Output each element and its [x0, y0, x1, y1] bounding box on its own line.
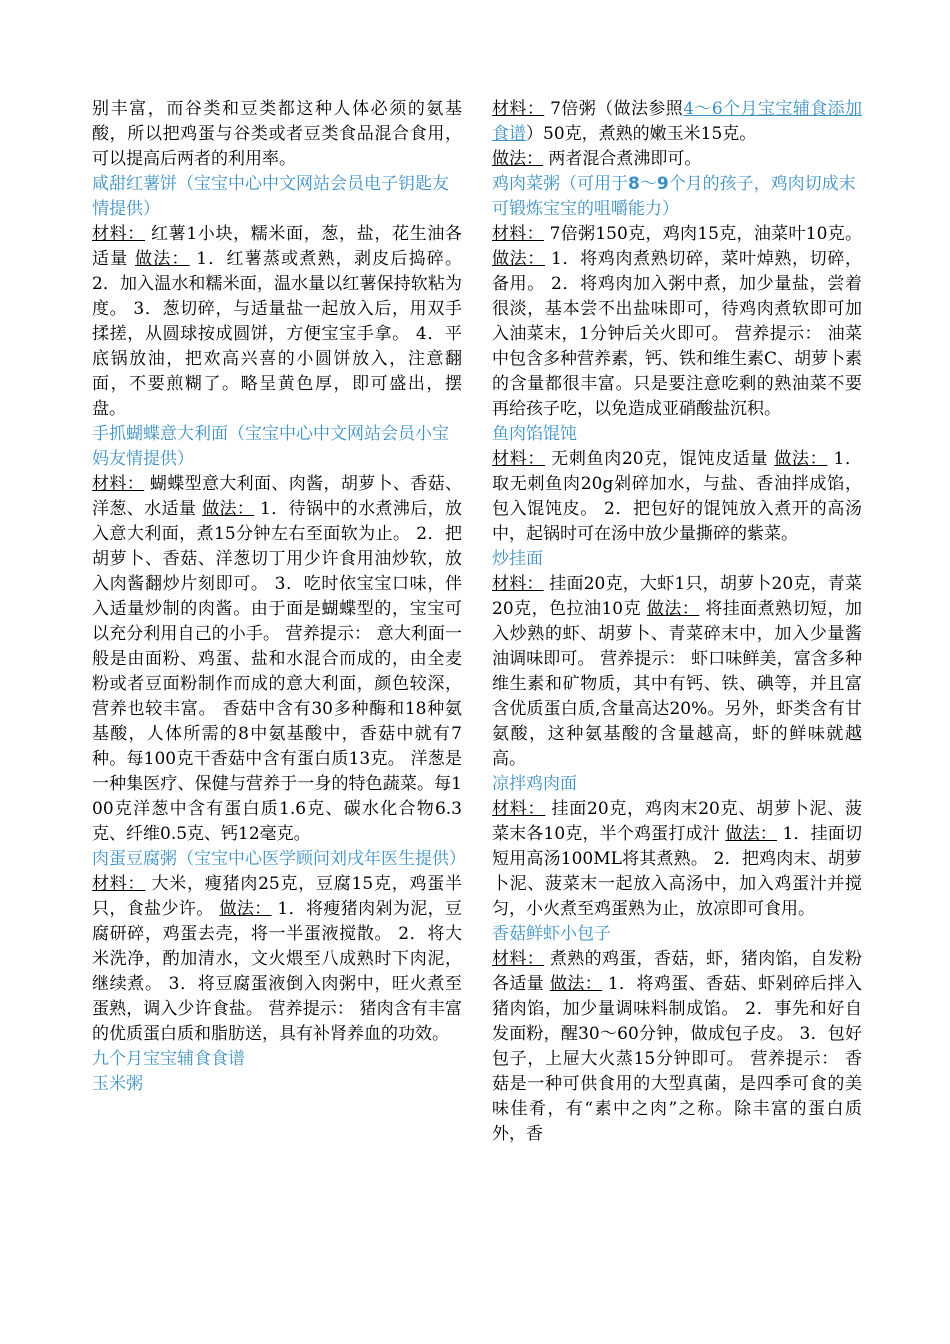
materials-label: 材料： [492, 449, 546, 469]
recipe-body-meat-egg-tofu-porridge [92, 872, 462, 1047]
recipe-body-sweet-potato-cake [92, 222, 462, 422]
materials-text-post: ）50克，煮熟的嫩玉米15克。 [526, 124, 757, 144]
materials-text: 挂面20克，鸡肉末20克、胡萝卜泥、菠菜末各10克，半个鸡蛋打成汁 [492, 799, 863, 844]
materials-text: 无刺鱼肉20克，馄饨皮适量 [545, 449, 775, 469]
recipe-title-meat-egg-tofu-porridge: 肉蛋豆腐粥（宝宝中心医学顾问刘戌年医生提供） [92, 849, 466, 869]
method-text: 两者混合煮沸即可。 [543, 149, 702, 169]
method-label: 做法： [202, 499, 255, 519]
method-label: 做法： [774, 449, 828, 469]
materials-text: 7倍粥150克，鸡肉15克，油菜叶10克。 [543, 224, 863, 244]
recipe-body-cold-chicken-noodles [492, 797, 862, 922]
materials-label: 材料： [492, 224, 544, 244]
recipe-title-cold-chicken-noodles: 凉拌鸡肉面 [492, 774, 577, 794]
recipe-body-mushroom-shrimp-buns [492, 947, 862, 1147]
materials-label: 材料： [492, 949, 545, 969]
materials-label: 材料： [492, 574, 544, 594]
method-text: 1．挂面切短用高汤100ML将其煮熟。 2．把鸡肉末、胡萝卜泥、菠菜末一起放入高汤中，加入鸡蛋汁并搅匀，小火煮至鸡蛋熟为止，放凉即可食用。 [492, 824, 862, 919]
title-text-tilde: ～ [639, 174, 657, 194]
recipe-title-butterfly-pasta: 手抓蝴蝶意大利面（宝宝中心中文网站会员小宝妈友情提供） [92, 424, 449, 469]
title-text-pre: 鸡肉菜粥（可用于 [492, 174, 628, 194]
title-text-post: 个月的孩子，鸡肉切成末可锻炼宝宝的咀嚼能力） [492, 174, 856, 219]
recipe-body-butterfly-pasta [92, 472, 462, 847]
recipe-title-fish-wonton: 鱼肉馅馄饨 [492, 424, 577, 444]
materials-text-pre: 7倍粥（做法参照 [544, 99, 684, 119]
recipe-body-fish-wonton [492, 447, 862, 547]
method-label: 做法： [549, 974, 603, 994]
method-label: 做法： [219, 899, 272, 919]
method-label: 做法： [646, 599, 700, 619]
title-number-8: 8 [628, 174, 640, 194]
recipe-title-mushroom-shrimp-buns: 香菇鲜虾小包子 [492, 924, 611, 944]
materials-text: 红薯1小块，糯米面，葱，盐，花生油各适量 [92, 224, 462, 269]
recipe-title-corn-porridge: 玉米粥 [92, 1074, 143, 1094]
method-label: 做法： [725, 824, 777, 844]
method-text: 1．将鸡肉煮熟切碎，菜叶焯熟，切碎，备用。 2．将鸡肉加入粥中煮，加少量盐，尝着很淡，基本尝不出盐味即可，待鸡肉煮软即可加入油菜末，1分钟后关火即可。 营养提示： 油菜中包含多种营养素，钙、铁和维生素C、胡萝卜素的含量都很丰富。只是要注意吃剩的熟油菜不要再给孩子吃，以免造成亚硝酸盐沉积。 [492, 249, 863, 419]
materials-text: 大米，瘦猪肉25克，豆腐15克，鸡蛋半只，食盐少许。 [92, 874, 463, 919]
recipe-link-4-6-months[interactable]: 4～6个月宝宝辅食添加食谱 [492, 99, 862, 144]
recipe-body-chicken-veg-porridge [492, 222, 862, 422]
materials-text: 蝴蝶型意大利面、肉酱，胡萝卜、香菇、洋葱、水适量 [92, 474, 463, 519]
left-column [92, 97, 466, 1097]
materials-label: 材料： [92, 224, 145, 244]
recipe-title-fried-noodles: 炒挂面 [492, 549, 543, 569]
method-text: 将挂面煮熟切短，加入炒熟的虾、胡萝卜、青菜碎末中，加入少量酱油调味即可。 营养提示： 虾口味鲜美，富含多种维生素和矿物质，其中有钙、铁、碘等，并且富含优质蛋白质,含量高达20%。另外，虾类含有甘氨酸，这种氨基酸的含量越高，虾的鲜味就越高。 [492, 599, 862, 769]
recipe-title-chicken-veg-porridge [492, 172, 862, 222]
recipe-body-fried-noodles [492, 572, 862, 772]
method-label: 做法： [492, 149, 543, 169]
title-number-9: 9 [656, 174, 669, 194]
recipe-title-sweet-potato-cake: 咸甜红薯饼（宝宝中心中文网站会员电子钥匙友情提供） [92, 174, 449, 219]
materials-text: 挂面20克，大虾1只，胡萝卜20克，青菜20克，色拉油10克 [492, 574, 863, 619]
intro-paragraph: 别丰富，而谷类和豆类都这种人体必须的氨基酸，所以把鸡蛋与谷类或者豆类食品混合食用，可以提高后两者的利用率。 [92, 99, 462, 169]
section-title-nine-month: 九个月宝宝辅食食谱 [92, 1049, 245, 1069]
method-text: 1．待锅中的水煮沸后，放入意大利面，煮15分钟左右至面软为止。 2．把胡萝卜、香菇、洋葱切丁用少许食用油炒软，放入肉酱翻炒片刻即可。 3．吃时依宝宝口味，伴入适量炒制的肉酱。由于面是蝴蝶型的，宝宝可以充分利用自己的小手。 营养提示： 意大利面一般是由面粉、鸡蛋、盐和水混合而成的，由全麦粉或者豆面粉制作而成的意大利面，颜色较深，营养也较丰富。 香菇中含有30多种酶和18种氨基酸，人体所需的8中氨基酸中，香菇中就有7种。每100克干香菇中含有蛋白质13克。 洋葱是一种集医疗、保健与营养于一身的特色蔬菜。每100克洋葱中含有蛋白质1.6克、碳水化合物6.3克、纤维0.5克、钙12毫克。 [92, 499, 462, 844]
method-text: 1．红薯蒸或煮熟，剥皮后捣碎。 2．加入温水和糯米面，温水量以红薯保持软粘为度。 3．葱切碎，与适量盐一起放入后，用双手揉搓，从圆球按成圆饼，方便宝宝手拿。 4．平底锅放油，把欢高兴喜的小圆饼放入，注意翻面，不要煎糊了。略呈黄色厚，即可盛出，摆盘。 [92, 249, 462, 419]
recipe-body-corn-porridge [492, 97, 862, 172]
method-text: 1．将鸡蛋、香菇、虾剁碎后拌入猪肉馅，加少量调味料制成馅。 2．事先和好自发面粉，醒30～60分钟，做成包子皮。 3．包好包子，上屉大火蒸15分钟即可。 营养提示： 香菇是一种可供食用的大型真菌，是四季可食的美味佳肴，有“素中之肉”之称。除丰富的蛋白质外，香 [492, 974, 862, 1144]
materials-label: 材料： [92, 474, 145, 494]
method-text: 1．将瘦猪肉剁为泥，豆腐研碎，鸡蛋去壳，将一半蛋液搅散。 2．将大米洗净，酌加清水，文火煨至八成熟时下肉泥，继续煮。 3．将豆腐蛋液倒入肉粥中，旺火煮至蛋熟，调入少许食盐。 营养提示： 猪肉含有丰富的优质蛋白质和脂肪送，具有补肾养血的功效。 [92, 899, 462, 1044]
method-label: 做法： [492, 249, 545, 269]
materials-label: 材料： [492, 799, 546, 819]
method-label: 做法： [135, 249, 190, 269]
method-text: 1．取无刺鱼肉20g剁碎加水，与盐、香油拌成馅，包入馄饨皮。 2．把包好的馄饨放入煮开的高汤中，起锅时可在汤中放少量撕碎的紫菜。 [492, 449, 862, 544]
materials-text: 煮熟的鸡蛋，香菇，虾，猪肉馅，自发粉各适量 [492, 949, 863, 994]
materials-label: 材料： [92, 874, 146, 894]
right-column [492, 97, 862, 1147]
materials-label: 材料： [492, 99, 545, 119]
